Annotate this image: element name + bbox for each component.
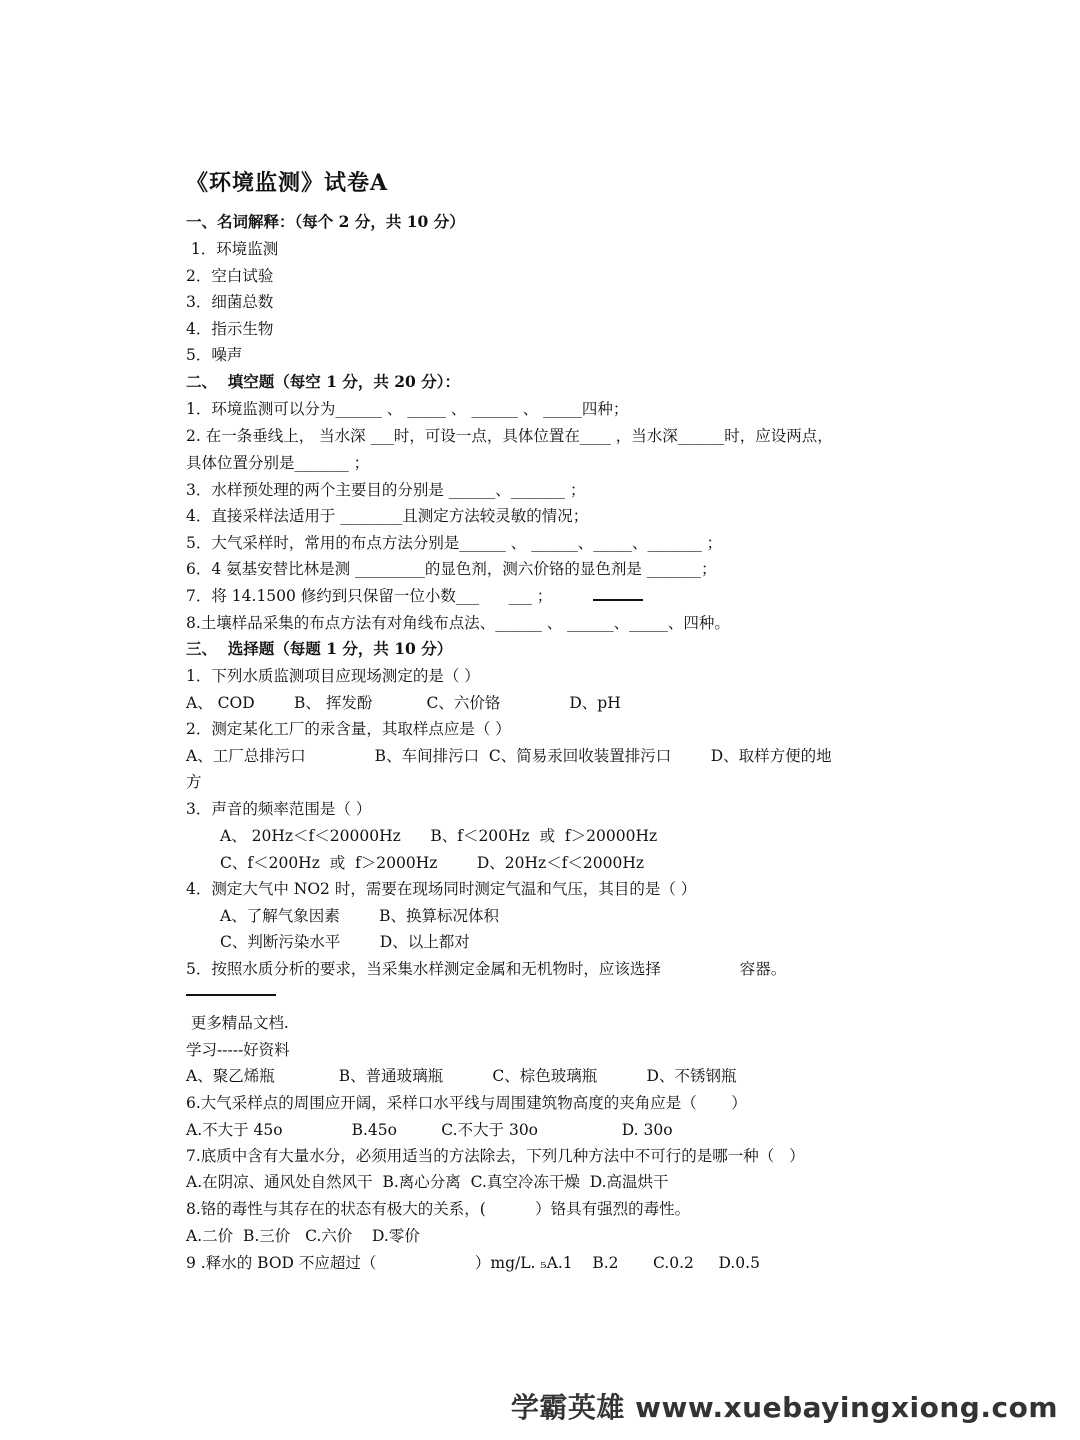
exam-line: 4．测定大气中 NO2 时，需要在现场同时测定气温和气压，其目的是（ ） [186,880,697,898]
exam-line: 1．环境监测可以分为______ 、 _____ 、 ______ 、 _____四种； [186,400,629,418]
exam-line: A、 COD B、 挥发酚 C、六价铬 D、pH [186,694,621,712]
page-title: 《环境监测》试卷A [186,170,389,196]
exam-line: 1．环境监测 [186,240,279,258]
section-heading: 三、 选择题（每题 1 分，共 10 分） [186,639,453,658]
section-heading: 二、 填空题（每空 1 分，共 20 分）： [186,372,460,391]
exam-line: 5．大气采样时，常用的布点方法分别是______ 、 ______、_____、_______ ； [186,534,723,552]
section-divider [186,994,276,996]
exam-line: 3．细菌总数 [186,293,274,311]
answer-blank-underline [593,599,643,601]
exam-line: 3．水样预处理的两个主要目的分别是 ______、_______ ； [186,481,586,499]
exam-line: 4．直接采样法适用于 ________且测定方法较灵敏的情况； [186,507,589,525]
exam-line: 1．下列水质监测项目应现场测定的是（ ） [186,667,480,685]
exam-line: 8.铬的毒性与其存在的状态有极大的关系，( ）铬具有强烈的毒性。 [186,1200,691,1218]
exam-line: 6.大气采样点的周围应开阔，采样口水平线与周围建筑物高度的夹角应是（ ） [186,1094,747,1112]
exam-line: A.不大于 45o B.45o C.不大于 30o D. 30o [186,1121,673,1139]
exam-line: A、了解气象因素 B、换算标况体积 [220,907,500,925]
exam-line: 更多精品文档. [186,1014,289,1032]
exam-line: 学习-----好资料 [186,1041,290,1059]
exam-line: 2. 在一条垂线上， 当水深 ___时，可设一点，具体位置在____ ，当水深______时，应设两点， [186,427,833,445]
exam-line: 方 [186,773,202,791]
exam-line: 6．4 氨基安替比林是测 _________的显色剂，测六价铬的显色剂是 _______； [186,560,717,578]
exam-line: 7．将 14.1500 修约到只保留一位小数___ ___ ； [186,587,553,605]
exam-line: 2．空白试验 [186,267,274,285]
exam-line: 具体位置分别是_______ ； [186,454,370,472]
exam-line: 3．声音的频率范围是（ ） [186,800,372,818]
section-heading: 一、名词解释：（每个 2 分，共 10 分） [186,212,465,231]
exam-line: 5．按照水质分析的要求，当采集水样测定金属和无机物时，应该选择 容器。 [186,960,787,978]
exam-line: A、 20Hz＜f＜20000Hz B、f＜200Hz 或 f＞20000Hz [220,827,658,845]
exam-line: C、判断污染水平 D、以上都对 [220,933,470,951]
exam-line: C、f＜200Hz 或 f＞2000Hz D、20Hz＜f＜2000Hz [220,854,645,872]
exam-line: 5．噪声 [186,346,243,364]
watermark: 学霸英雄 www.xuebayingxiong.com [510,1391,1058,1424]
exam-line: 7.底质中含有大量水分，必须用适当的方法除去，下列几种方法中不可行的是哪一种（ ） [186,1147,805,1165]
exam-line: 9 .释水的 BOD 不应超过（ ）mg/L. ₅A.1 B.2 C.0.2 D.0.5 [186,1254,760,1272]
exam-line: 2．测定某化工厂的汞含量，其取样点应是（ ） [186,720,511,738]
exam-line: A、工厂总排污口 B、车间排污口 C、简易汞回收装置排污口 D、取样方便的地 [186,747,832,765]
exam-line: 4．指示生物 [186,320,274,338]
exam-line: A、聚乙烯瓶 B、普通玻璃瓶 C、棕色玻璃瓶 D、不锈钢瓶 [186,1067,737,1085]
exam-line: A.二价 B.三价 C.六价 D.零价 [186,1227,420,1245]
exam-line: 8.土壤样品采集的布点方法有对角线布点法、______ 、 ______、_____、四种。 [186,614,730,632]
exam-line: A.在阴凉、通风处自然风干 B.离心分离 C.真空冷冻干燥 D.高温烘干 [186,1173,669,1191]
